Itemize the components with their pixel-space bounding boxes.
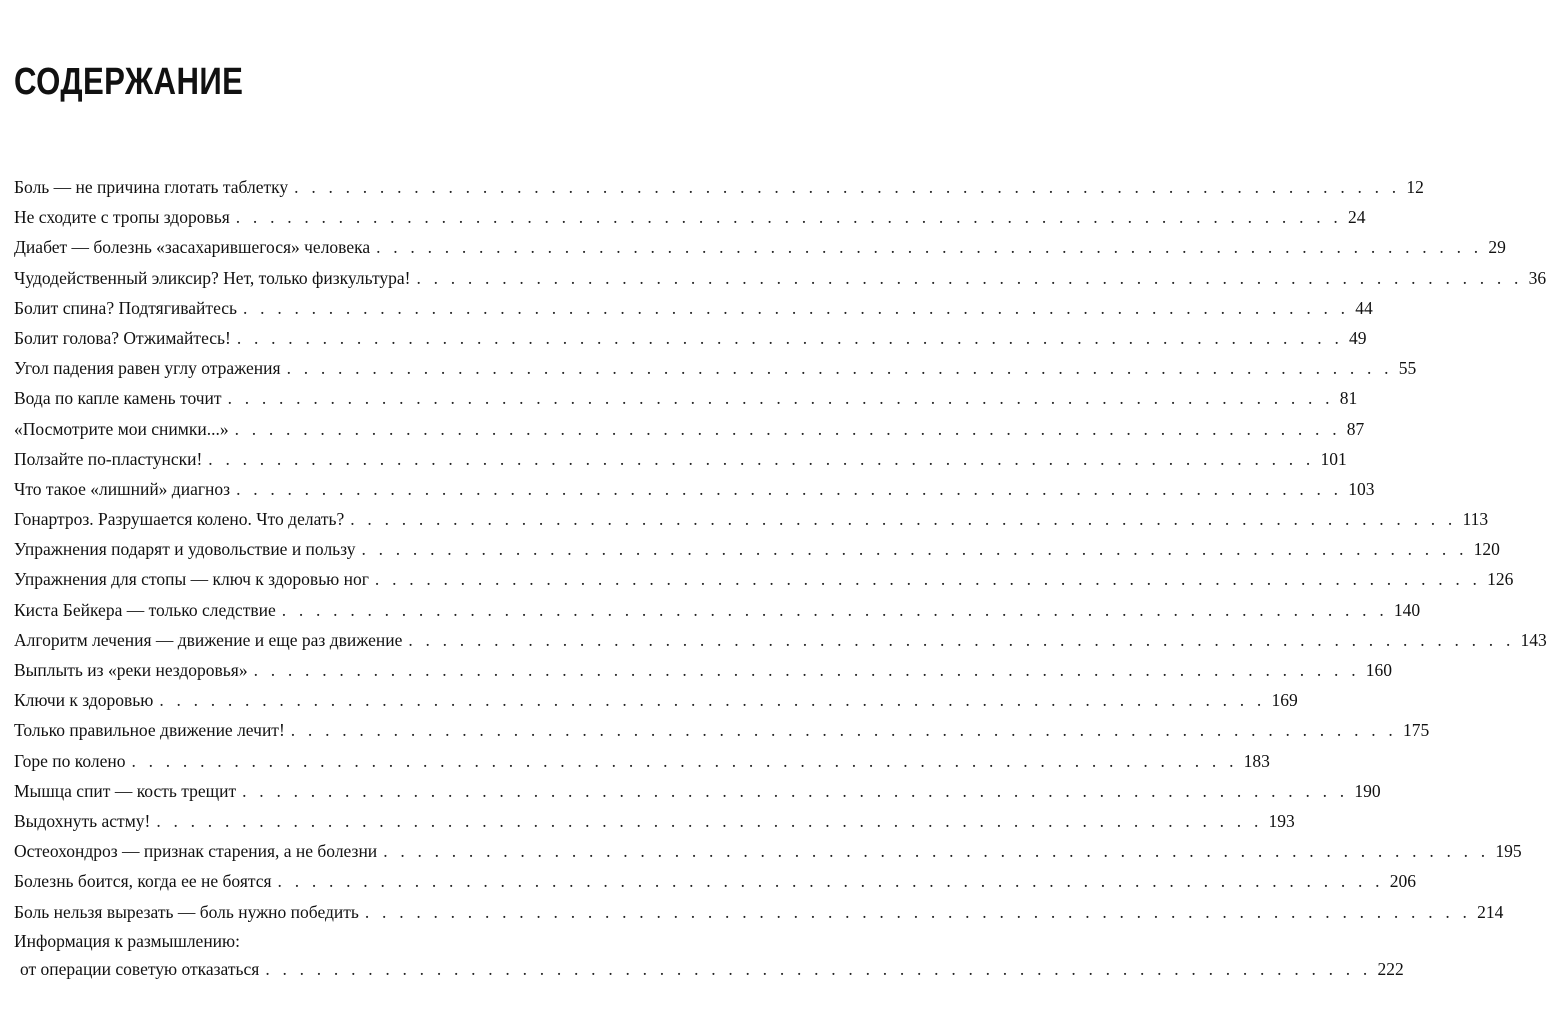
toc-entry-title: Выплыть из «реки нездоровья»	[14, 660, 248, 680]
toc-entry-page: 126	[1487, 569, 1514, 590]
toc-entry-title: Боль — не причина глотать таблетку	[14, 177, 289, 197]
dot-leader	[370, 232, 1488, 262]
toc-entry[interactable]	[14, 625, 1547, 655]
dot-leader	[410, 263, 1528, 293]
toc-entry-title: Болит голова? Отжимайтесь!	[14, 327, 231, 348]
dot-leader	[272, 866, 1390, 896]
dot-leader	[259, 955, 1377, 983]
toc-entry[interactable]	[14, 202, 1366, 232]
toc-entry-title: Болезнь боится, когда ее не боятся	[14, 871, 272, 892]
toc-entry-page: 44	[1355, 297, 1373, 318]
toc-entry-page: 214	[1477, 901, 1504, 922]
toc-entry-title-line1: Информация к размышлению:	[14, 930, 240, 951]
dot-leader	[202, 444, 1320, 474]
toc-entry-page: 87	[1346, 418, 1365, 439]
toc-entry-title: Вода по капле камень точит	[14, 388, 222, 409]
toc-entry[interactable]	[14, 504, 1489, 534]
toc-entry[interactable]	[14, 323, 1367, 353]
dot-leader	[377, 836, 1495, 866]
toc-entry[interactable]	[14, 655, 1393, 685]
toc-entry-page: 120	[1473, 539, 1500, 560]
toc-entry-title: Боль нельзя вырезать — боль нужно победить	[14, 901, 359, 922]
toc-entry-page: 193	[1268, 810, 1295, 831]
toc-entry[interactable]	[14, 806, 1295, 836]
toc-entry-page: 143	[1520, 629, 1547, 650]
toc-entry-title: Угол падения равен углу отражения	[14, 358, 281, 379]
dot-leader	[369, 564, 1487, 594]
toc-entry-page: 175	[1402, 720, 1430, 741]
toc-entry-title: Чудодейственный эликсир? Нет, только физкультура!	[14, 267, 411, 288]
toc-entry[interactable]	[14, 746, 1270, 776]
dot-leader	[276, 595, 1394, 625]
dot-leader	[229, 414, 1347, 444]
toc-entry[interactable]	[14, 353, 1417, 383]
toc-entry-title: Упражнения для стопы — ключ к здоровью ног	[14, 569, 369, 590]
toc-entry-page: 101	[1320, 448, 1347, 469]
toc-entry-title: Мышца спит — кость трещит	[14, 780, 237, 801]
toc-entry-page: 81	[1339, 388, 1358, 409]
toc-entry-page: 103	[1348, 478, 1375, 499]
toc-entry-title: Упражнения подарят и удовольствие и пользу	[14, 539, 356, 560]
toc-entry-page: 24	[1347, 207, 1366, 228]
toc-entry-title: Диабет — болезнь «засахарившегося» человека	[14, 237, 371, 258]
toc-entry-page: 190	[1354, 780, 1381, 801]
dot-leader	[153, 685, 1271, 715]
dot-leader	[285, 715, 1403, 745]
toc-entry[interactable]	[14, 172, 1424, 202]
dot-leader	[236, 776, 1354, 806]
toc-entry[interactable]	[14, 474, 1375, 504]
toc-entry-page: 195	[1495, 841, 1522, 862]
dot-leader	[230, 474, 1348, 504]
toc-entry-page: 36	[1528, 267, 1547, 288]
toc-entry-title: Болит спина? Подтягивайтесь	[14, 297, 238, 318]
toc-entry[interactable]	[14, 776, 1381, 806]
toc-entry[interactable]	[14, 444, 1347, 474]
toc-entry-page: 169	[1271, 690, 1298, 711]
toc-entry[interactable]	[14, 383, 1358, 413]
dot-leader	[222, 383, 1340, 413]
dot-leader	[230, 202, 1348, 232]
toc-entry[interactable]	[14, 595, 1421, 625]
dot-leader	[231, 323, 1349, 353]
toc-entry-title: Остеохондроз — признак старения, а не болезни	[14, 841, 378, 862]
toc-entry-multiline-continuation[interactable]	[14, 955, 1404, 983]
toc-entry-title: Киста Бейкера — только следствие	[14, 599, 276, 620]
dot-leader	[344, 504, 1462, 534]
toc-entry-multiline-heading[interactable]	[14, 927, 574, 955]
toc-entry[interactable]	[14, 685, 1298, 715]
dot-leader	[248, 655, 1366, 685]
toc-entry-page: 55	[1398, 358, 1417, 379]
toc-entry[interactable]	[14, 897, 1504, 927]
toc-entry-page: 49	[1349, 327, 1367, 348]
toc-entry-title: Ползайте по-пластунски!	[14, 448, 203, 469]
toc-entry-page: 113	[1462, 509, 1489, 530]
dot-leader	[288, 172, 1406, 202]
toc-entry-title: «Посмотрите мои снимки...»	[14, 418, 229, 439]
toc-entry-title: Что такое «лишний» диагноз	[14, 478, 231, 499]
dot-leader	[237, 293, 1355, 323]
table-of-contents	[14, 172, 1547, 983]
toc-entry-page: 206	[1389, 871, 1416, 892]
toc-entry[interactable]	[14, 836, 1522, 866]
toc-entry-title: Только правильное движение лечит!	[14, 720, 285, 741]
toc-entry-title: Выдохнуть астму!	[14, 810, 151, 831]
dot-leader	[150, 806, 1268, 836]
toc-entry-title: Алгоритм лечения — движение и еще раз движение	[14, 629, 403, 650]
toc-entry-title: Гонартроз. Разрушается колено. Что делать?	[14, 509, 345, 530]
toc-entry[interactable]	[14, 866, 1416, 896]
toc-entry[interactable]	[14, 715, 1430, 745]
toc-entry-page: 140	[1393, 599, 1421, 620]
toc-entry-page: 183	[1243, 750, 1270, 771]
toc-entry[interactable]	[14, 564, 1514, 594]
toc-entry-title: Не сходите с тропы здоровья	[14, 207, 230, 228]
dot-leader	[402, 625, 1520, 655]
dot-leader	[281, 353, 1399, 383]
toc-entry-title: Горе по колено	[14, 750, 126, 771]
dot-leader	[359, 897, 1477, 927]
toc-entry-title: Ключи к здоровью	[14, 690, 154, 711]
toc-entry[interactable]	[14, 414, 1365, 444]
dot-leader	[125, 746, 1243, 776]
toc-entry-page: 12	[1406, 177, 1424, 197]
toc-entry[interactable]	[14, 263, 1547, 293]
page-title: СОДЕРЖАНИЕ	[14, 61, 244, 103]
dot-leader	[355, 534, 1473, 564]
toc-entry[interactable]	[14, 534, 1500, 564]
toc-entry-page: 222	[1377, 958, 1404, 979]
toc-entry-page: 29	[1488, 237, 1506, 258]
toc-entry[interactable]	[14, 293, 1373, 323]
toc-entry-page: 160	[1365, 660, 1393, 680]
toc-entry-title-line2: от операции советую отказаться	[20, 958, 260, 979]
toc-entry[interactable]	[14, 232, 1506, 262]
